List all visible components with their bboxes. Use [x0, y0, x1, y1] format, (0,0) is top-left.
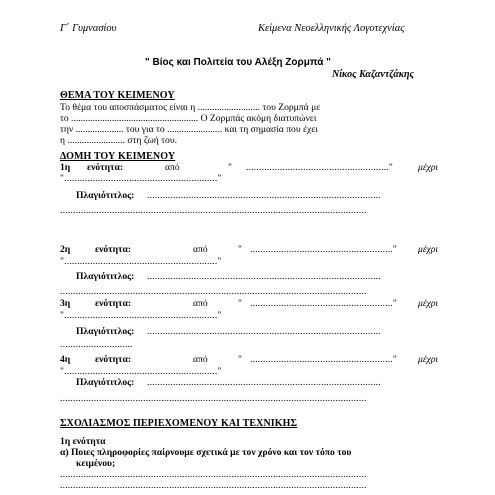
unit-1-label: 1η: [60, 162, 71, 173]
unit-1-extra-blank[interactable]: ......................................................................................................................: [60, 205, 367, 216]
unit-2-from: από: [193, 244, 208, 255]
unit-3-label: 3η: [60, 298, 71, 309]
unit-3-extra-blank[interactable]: ............................: [60, 339, 133, 350]
unit-1-quote: ": [228, 162, 232, 173]
unit-3-end-blank[interactable]: "...........................................................": [60, 310, 222, 321]
unit-2-subtitle-label: Πλαγιότιτλος:: [76, 271, 135, 282]
unit-3-start-blank[interactable]: .......................................................": [250, 298, 398, 309]
unit-4-end-blank[interactable]: "...........................................................": [60, 366, 222, 377]
unit-4-subtitle-label: Πλαγιότιτλος:: [76, 377, 135, 388]
document-title: " Βίος και Πολιτεία του Αλέξη Ζορμπά ": [145, 57, 331, 68]
commentary-answer-line-1[interactable]: ......................................................................................................................: [60, 469, 367, 480]
unit-4-extra-blank[interactable]: ......................................................................................................................: [60, 393, 367, 404]
unit-1-end-blank[interactable]: "...........................................................": [60, 173, 222, 184]
author-name: Νίκος Καζαντζάκης: [332, 69, 414, 80]
unit-2-subtitle-blank[interactable]: ..........................................................................................: [147, 271, 381, 282]
unit-4-from: από: [193, 354, 208, 365]
theme-heading: ΘΕΜΑ ΤΟΥ ΚΕΙΜΕΝΟΥ: [60, 90, 175, 101]
unit-3-subtitle-blank[interactable]: ..........................................................................................: [147, 326, 381, 337]
unit-2-end-blank[interactable]: "...........................................................": [60, 256, 222, 267]
commentary-answer-line-2[interactable]: ......................................................................................................................: [60, 480, 367, 491]
unit-4-subtitle-blank[interactable]: ..........................................................................................: [147, 377, 381, 388]
theme-line-4: η ........................ στη ζωή του.: [60, 135, 177, 146]
unit-1-until: μέχρι: [418, 162, 439, 173]
unit-1-start-blank[interactable]: .......................................................": [246, 162, 394, 173]
unit-1-from: από: [165, 162, 180, 173]
unit-4-label: 4η: [60, 354, 71, 365]
unit-2-start-blank[interactable]: .......................................................": [250, 244, 398, 255]
commentary-heading: ΣΧΟΛΙΑΣΜΟΣ ΠΕΡΙΕΧΟΜΕΝΟΥ ΚΑΙ ΤΕΧΝΙΚΗΣ: [60, 418, 298, 429]
unit-3-from: από: [193, 298, 208, 309]
unit-4-until: μέχρι: [418, 354, 439, 365]
unit-4-quote: ": [238, 354, 242, 365]
theme-line-2: το ..................................................... Ο Ζορμπάς ακόμη διατυπώνει: [60, 113, 317, 124]
header-subject-label: Κείμενα Νεοελληνικής Λογοτεχνίας: [258, 23, 405, 34]
unit-3-quote: ": [238, 298, 242, 309]
commentary-question: α) Ποιες πληροφορίες παίρνουμε σχετικά με τον χρόνο και τον τόπο του: [60, 447, 352, 458]
unit-2-word: ενότητα:: [95, 244, 132, 255]
unit-2-until: μέχρι: [418, 244, 439, 255]
unit-1-word: ενότητα:: [87, 162, 124, 173]
unit-4-word: ενότητα:: [95, 354, 132, 365]
unit-2-quote: ": [238, 244, 242, 255]
unit-3-until: μέχρι: [418, 298, 439, 309]
unit-1-subtitle-blank[interactable]: ..........................................................................................: [147, 190, 381, 201]
unit-3-subtitle-label: Πλαγιότιτλος:: [76, 326, 135, 337]
unit-2-extra-blank[interactable]: ......................................................................................................................: [60, 286, 367, 297]
unit-1-subtitle-label: Πλαγιότιτλος:: [76, 190, 135, 201]
theme-line-3: την .................... του για το ....................... και τη σημασία που έχει: [60, 124, 318, 135]
header-class-label: Γ΄ Γυμνασίου: [60, 23, 117, 34]
structure-heading: ΔΟΜΗ ΤΟΥ ΚΕΙΜΕΝΟΥ: [60, 151, 176, 162]
unit-4-start-blank[interactable]: .......................................................": [250, 354, 398, 365]
unit-3-word: ενότητα:: [95, 298, 132, 309]
commentary-question-cont: κειμένου;: [76, 458, 116, 469]
commentary-unit-label: 1η ενότητα: [60, 436, 106, 447]
unit-2-label: 2η: [60, 244, 71, 255]
theme-line-1: Το θέμα του αποσπάσματος είναι η .......................... του Ζορμπά με: [60, 102, 321, 113]
